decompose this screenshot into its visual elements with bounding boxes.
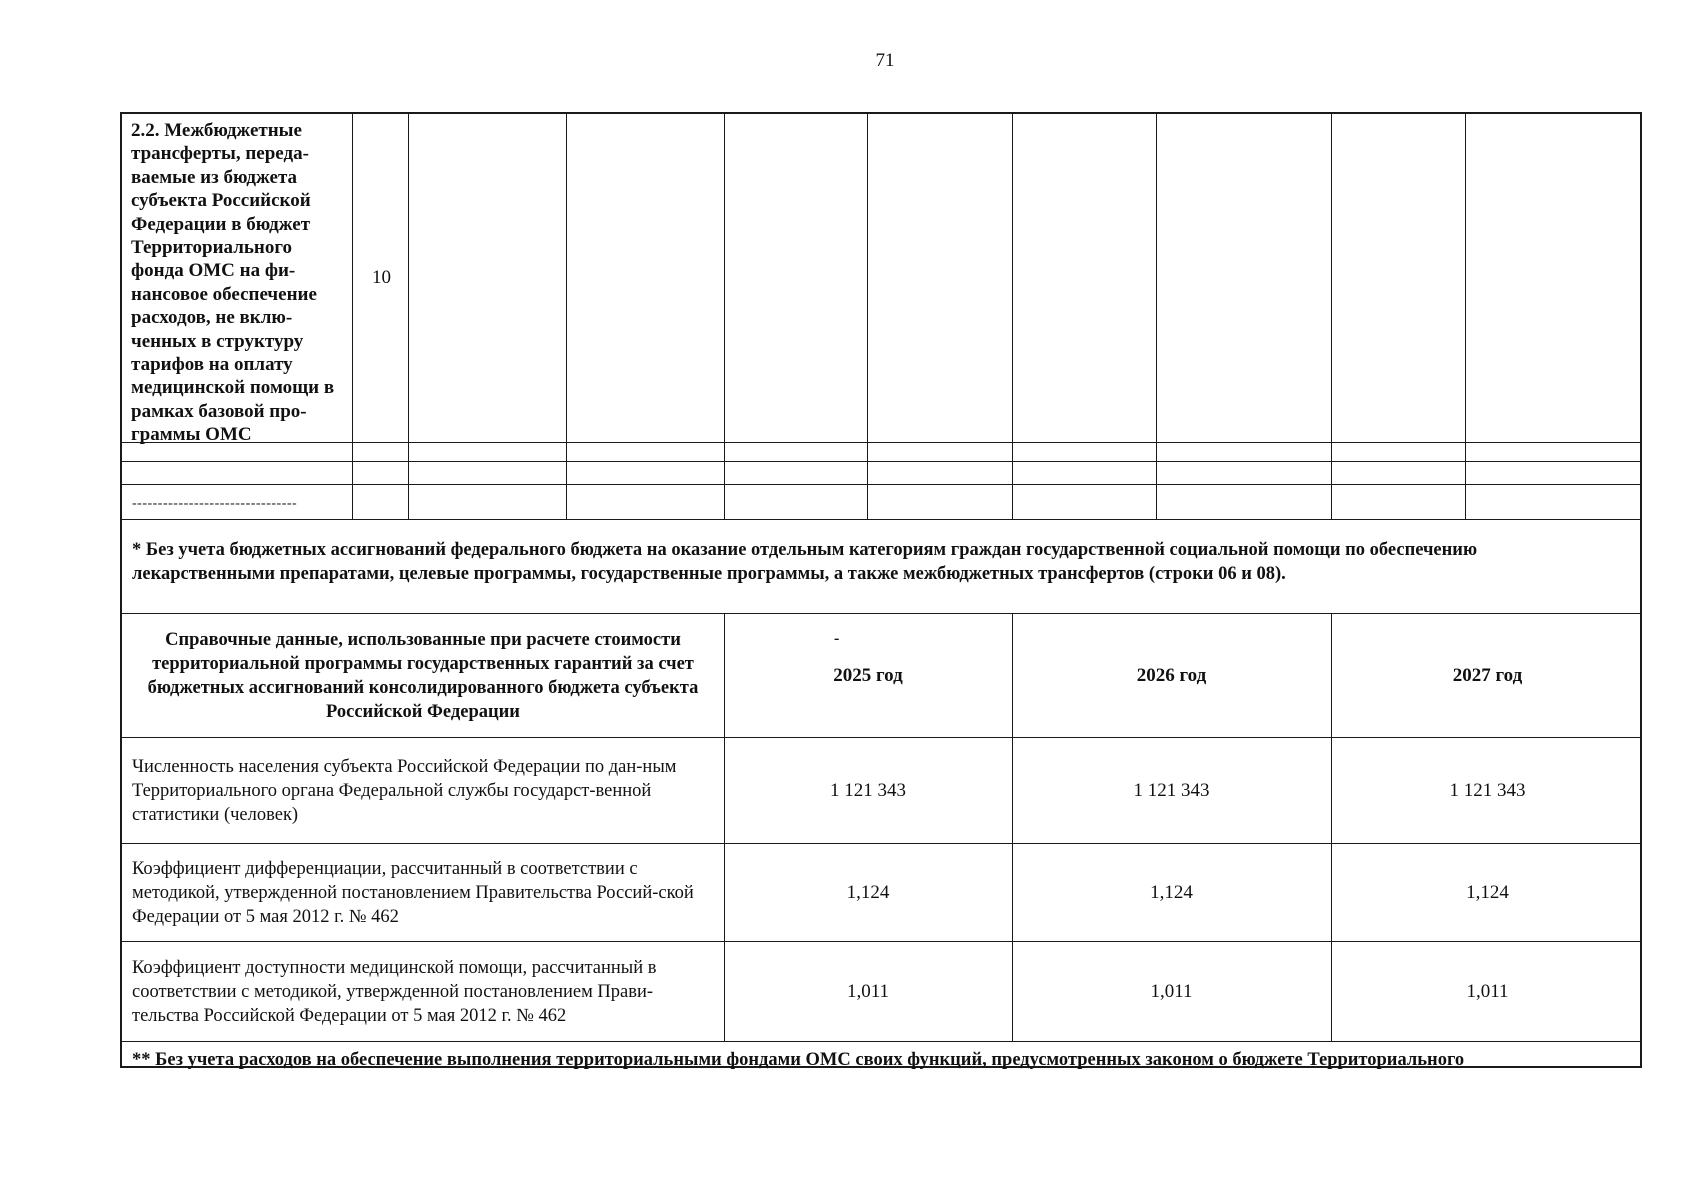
row-label: Численность населения субъекта Российской Федерации по дан-ным Территориального органа Федеральной службы государст-венной статистики (человек) — [132, 756, 677, 825]
document-table — [120, 112, 1642, 1068]
footnote — [122, 520, 1640, 614]
row-value-2026: 1 121 343 — [1133, 779, 1210, 801]
row-value-2027: 1,124 — [1466, 881, 1509, 903]
row-value-2027: 1 121 343 — [1449, 779, 1526, 801]
footnote: ** Без учета расходов на обеспечение выполнения территориальными фондами ОМС своих функций, предусмотренных законом о бюджете Территориального — [132, 1050, 1465, 1070]
row-label: Коэффициент доступности медицинской помощи, рассчитанный в соответствии с методикой, утвержденной постановлением Прави-тельства Российской Федерации от 5 мая 2012 г. № 462 — [132, 957, 657, 1026]
column-divider — [1331, 942, 1332, 1041]
page-number: 71 — [875, 50, 895, 71]
row-value-2025: 1 121 343 — [830, 779, 906, 801]
reference-header-label: Справочные данные, использованные при расчете стоимости территориальной программы государственных гарантий за счет бюджетных ассигнований консолидированного бюджета субъекта Российской Федерации — [147, 629, 699, 722]
separator-line: -------------------------------- — [132, 496, 298, 511]
row-divider — [122, 484, 1640, 485]
column-divider — [724, 114, 725, 519]
year-header-2026: 2026 год — [1136, 664, 1207, 686]
row-code: 10 — [372, 267, 391, 288]
year-header-2025: 2025 год — [833, 664, 903, 686]
table-row — [122, 844, 1640, 942]
row-value-2025: 1,011 — [846, 980, 890, 1002]
row-value-2026: 1,011 — [1150, 980, 1193, 1002]
budget-table-row — [122, 114, 1640, 520]
column-divider — [566, 114, 567, 519]
column-divider — [352, 114, 353, 519]
column-divider — [408, 114, 409, 519]
row-label: Коэффициент дифференциации, рассчитанный в соответствии с методикой, утвержденной постановлением Правительства Россий-ской Федерации от 5 мая 2012 г. № 462 — [132, 858, 694, 927]
column-divider — [1012, 844, 1013, 941]
row-value-2027: 1,011 — [1466, 980, 1509, 1002]
row-divider — [122, 461, 1640, 462]
column-divider — [724, 614, 725, 737]
column-divider — [867, 114, 868, 519]
row-value-2026: 1,124 — [1150, 881, 1193, 903]
column-divider — [1012, 942, 1013, 1041]
table-row — [122, 738, 1640, 844]
footnote-text: * Без учета бюджетных ассигнований федерального бюджета на оказание отдельным категориям граждан государственной социальной помощи по обеспечению лекарственными препаратами, целевые программы, государственные программы, а также межбюджетных трансфертов (строки 06 и 08). — [132, 540, 1478, 584]
column-divider — [1012, 114, 1013, 519]
column-divider — [1156, 114, 1157, 519]
table-row — [122, 942, 1640, 1042]
year-header-2027: 2027 год — [1452, 664, 1523, 686]
column-divider — [1331, 844, 1332, 941]
column-divider — [1012, 614, 1013, 737]
column-divider — [1331, 738, 1332, 843]
reference-table-header — [122, 614, 1640, 738]
column-divider — [1331, 614, 1332, 737]
column-divider — [1465, 114, 1466, 519]
column-divider — [724, 942, 725, 1041]
column-divider — [724, 738, 725, 843]
header-mark: - — [834, 630, 840, 647]
column-divider — [1331, 114, 1332, 519]
column-divider — [1012, 738, 1013, 843]
column-divider — [724, 844, 725, 941]
row-divider — [122, 442, 1640, 443]
row-label: 2.2. Межбюджетные трансферты, переда-ваемые из бюджета субъекта Российской Федерации в бюджет Территориального фонда ОМС на фи-нансовое обеспечение расходов, не вклю-ченных в структуру тарифов на оплату медицинской помощи в рамках базовой про-граммы ОМС — [131, 120, 335, 446]
row-value-2025: 1,124 — [846, 881, 890, 903]
